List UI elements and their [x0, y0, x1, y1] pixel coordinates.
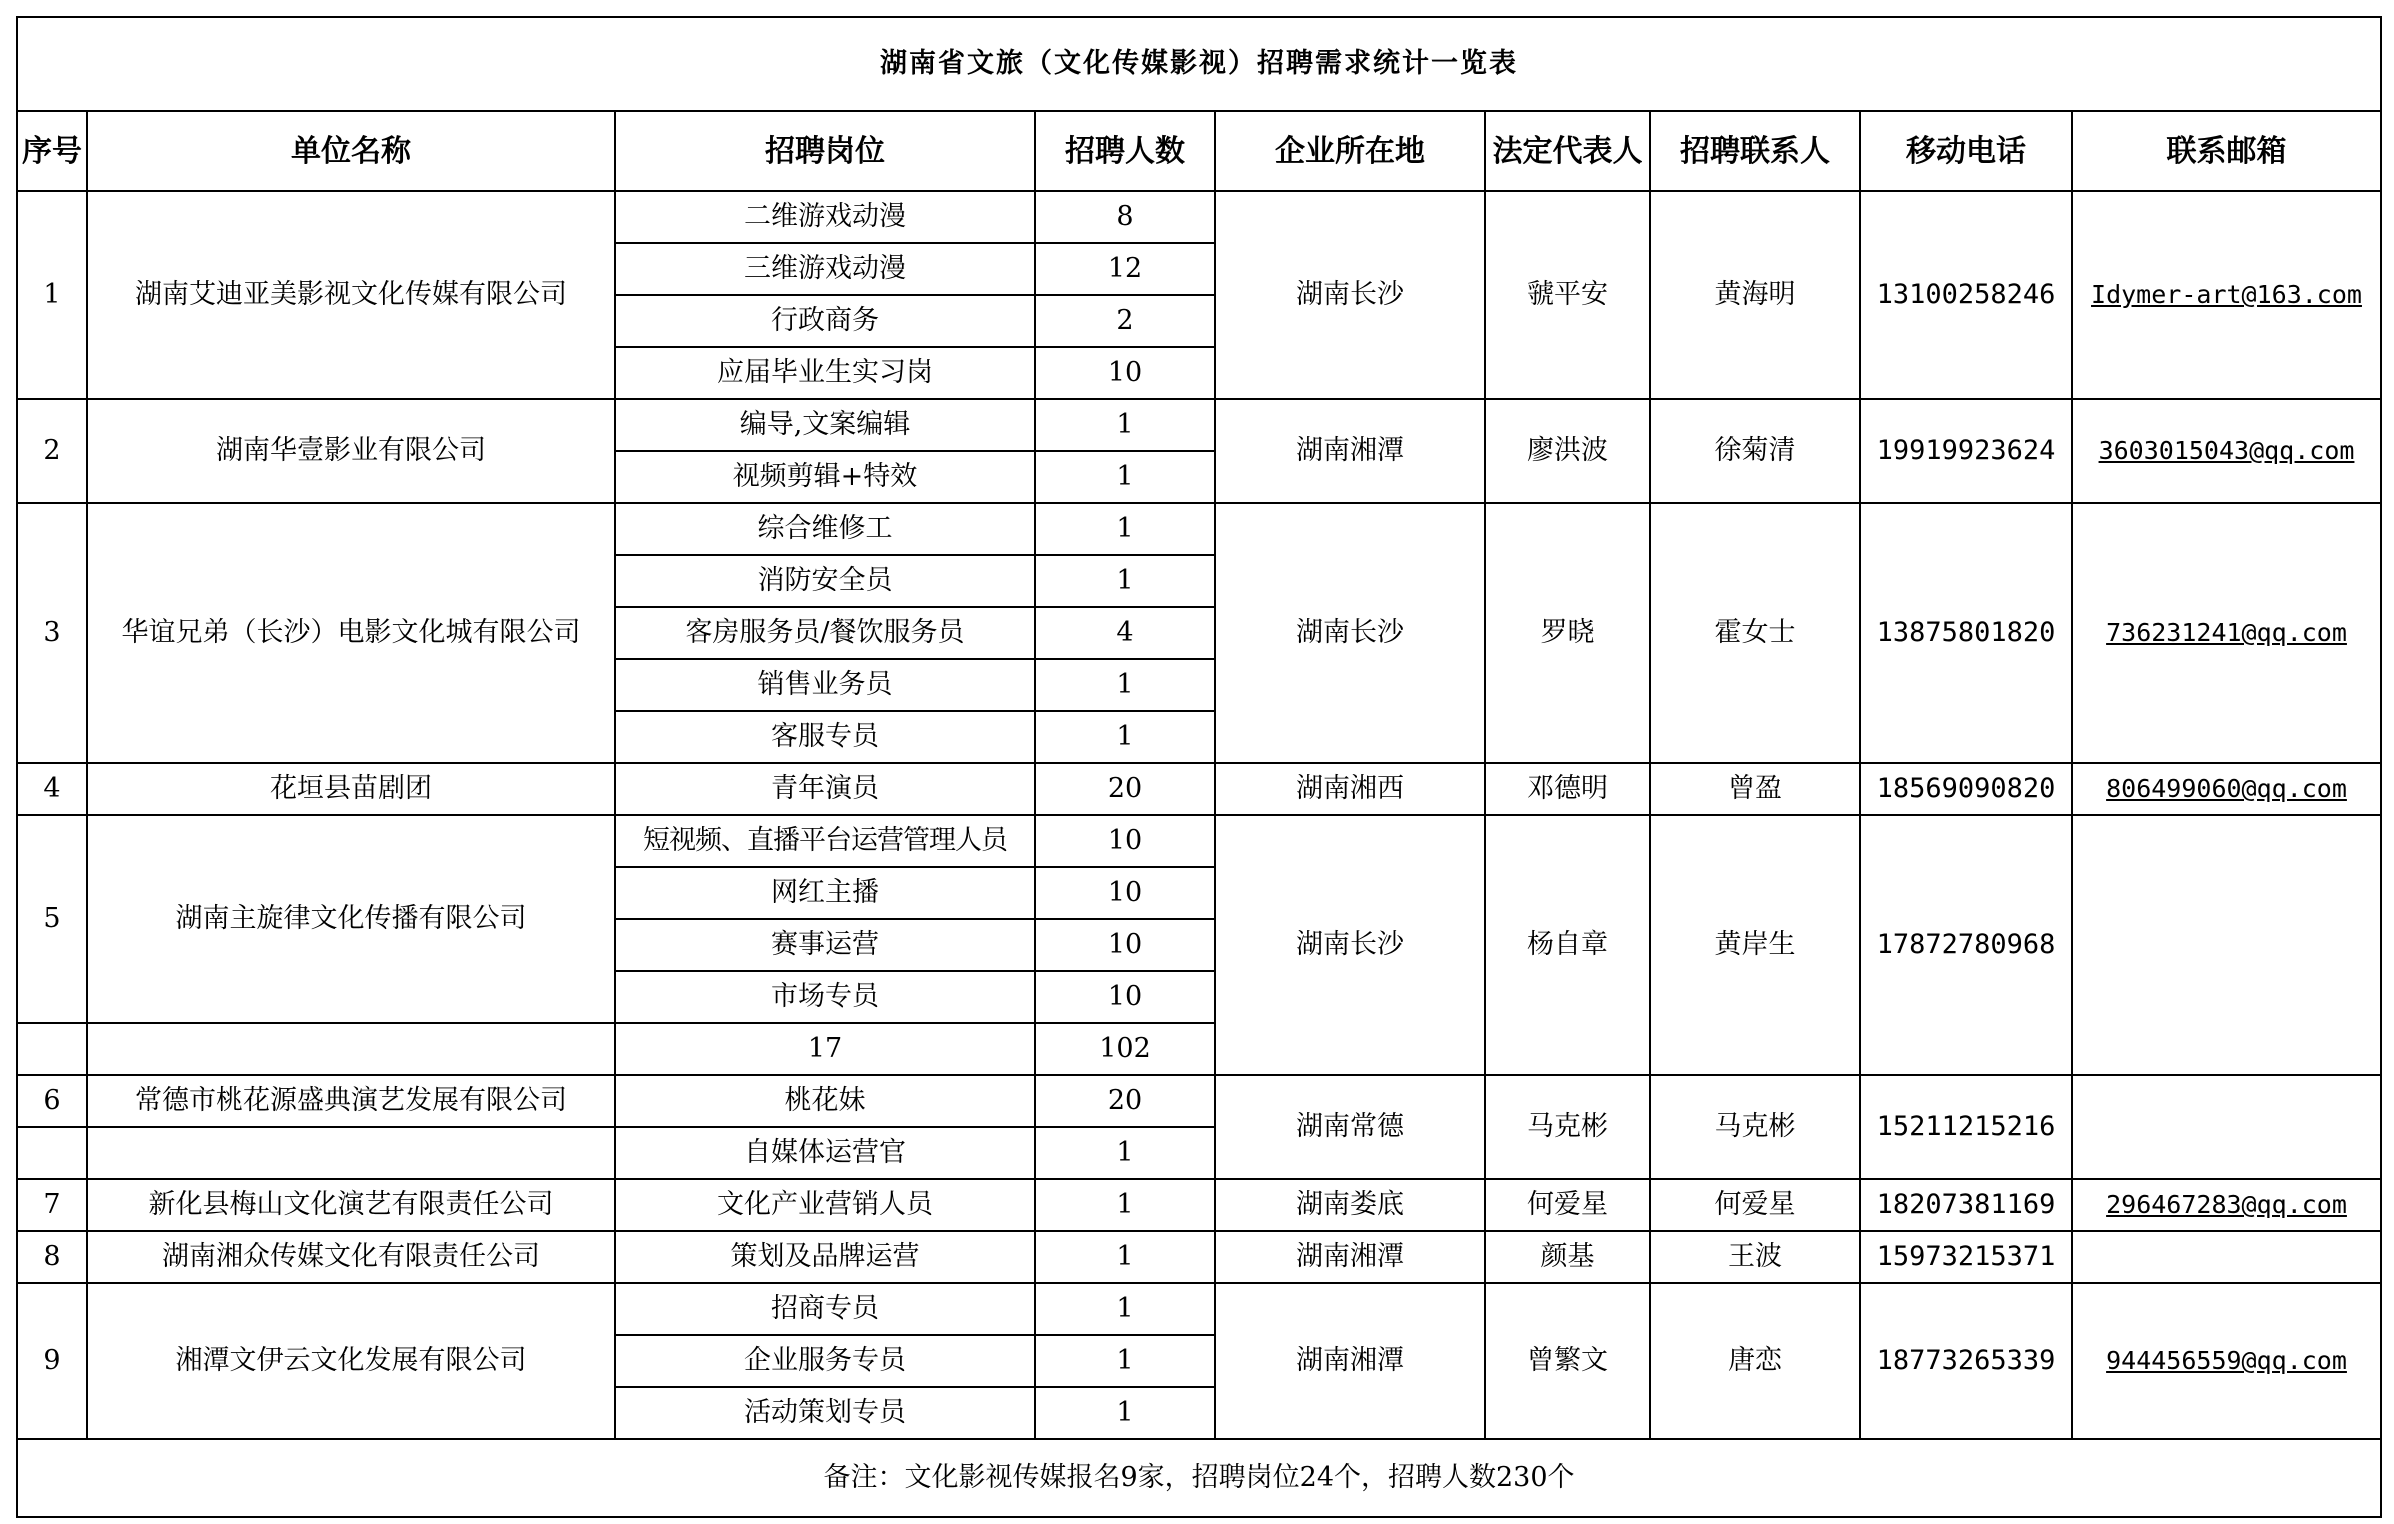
contact-cell: 王波 — [1650, 1231, 1860, 1283]
seq-cell: 8 — [17, 1231, 87, 1283]
count-cell: 10 — [1035, 867, 1215, 919]
header-phone: 移动电话 — [1860, 111, 2072, 191]
count-cell: 1 — [1035, 451, 1215, 503]
phone-cell: 19919923624 — [1860, 399, 2072, 503]
contact-cell: 徐菊清 — [1650, 399, 1860, 503]
position-cell: 短视频、直播平台运营管理人员 — [615, 815, 1035, 867]
seq-cell: 5 — [17, 815, 87, 1023]
legal-rep-cell: 邓德明 — [1485, 763, 1650, 815]
legal-rep-cell: 罗晓 — [1485, 503, 1650, 763]
position-cell: 三维游戏动漫 — [615, 243, 1035, 295]
count-cell: 1 — [1035, 1387, 1215, 1439]
count-cell: 10 — [1035, 815, 1215, 867]
count-cell: 1 — [1035, 1231, 1215, 1283]
seq-cell-empty — [17, 1023, 87, 1075]
position-cell: 桃花妹 — [615, 1075, 1035, 1127]
company-name-cell: 湖南华壹影业有限公司 — [87, 399, 615, 503]
phone-cell: 17872780968 — [1860, 815, 2072, 1075]
position-cell: 策划及品牌运营 — [615, 1231, 1035, 1283]
count-cell: 1 — [1035, 711, 1215, 763]
count-cell: 1 — [1035, 659, 1215, 711]
count-cell: 1 — [1035, 399, 1215, 451]
legal-rep-cell: 廖洪波 — [1485, 399, 1650, 503]
header-seq: 序号 — [17, 111, 87, 191]
position-cell: 消防安全员 — [615, 555, 1035, 607]
count-cell: 10 — [1035, 971, 1215, 1023]
seq-cell-empty — [17, 1127, 87, 1179]
count-cell: 2 — [1035, 295, 1215, 347]
phone-cell: 18569090820 — [1860, 763, 2072, 815]
company-name-cell: 花垣县苗剧团 — [87, 763, 615, 815]
email-cell — [2072, 763, 2381, 815]
phone-cell: 13875801820 — [1860, 503, 2072, 763]
table-row — [17, 191, 2381, 243]
position-cell: 文化产业营销人员 — [615, 1179, 1035, 1231]
position-cell: 客房服务员/餐饮服务员 — [615, 607, 1035, 659]
location-cell: 湖南长沙 — [1215, 503, 1485, 763]
legal-rep-cell: 曾繁文 — [1485, 1283, 1650, 1439]
legal-rep-cell: 杨自章 — [1485, 815, 1650, 1075]
header-location: 企业所在地 — [1215, 111, 1485, 191]
email-cell — [2072, 191, 2381, 399]
subtotal-positions-cell: 17 — [615, 1023, 1035, 1075]
phone-cell: 15973215371 — [1860, 1231, 2072, 1283]
company-name-cell: 湖南湘众传媒文化有限责任公司 — [87, 1231, 615, 1283]
contact-cell: 曾盈 — [1650, 763, 1860, 815]
phone-cell: 18207381169 — [1860, 1179, 2072, 1231]
position-cell: 客服专员 — [615, 711, 1035, 763]
position-cell: 综合维修工 — [615, 503, 1035, 555]
legal-rep-cell: 何爱星 — [1485, 1179, 1650, 1231]
position-cell: 网红主播 — [615, 867, 1035, 919]
phone-cell: 18773265339 — [1860, 1283, 2072, 1439]
recruitment-table — [16, 16, 2382, 1518]
position-cell: 应届毕业生实习岗 — [615, 347, 1035, 399]
table-row — [17, 1075, 2381, 1127]
contact-cell: 黄岸生 — [1650, 815, 1860, 1075]
count-cell: 4 — [1035, 607, 1215, 659]
position-cell: 招商专员 — [615, 1283, 1035, 1335]
seq-cell: 3 — [17, 503, 87, 763]
location-cell: 湖南湘西 — [1215, 763, 1485, 815]
email-cell — [2072, 503, 2381, 763]
header-email: 联系邮箱 — [2072, 111, 2381, 191]
footnote: 备注：文化影视传媒报名9家，招聘岗位24个，招聘人数230个 — [17, 1439, 2381, 1517]
contact-cell: 唐恋 — [1650, 1283, 1860, 1439]
position-cell: 行政商务 — [615, 295, 1035, 347]
count-cell: 1 — [1035, 555, 1215, 607]
table-row — [17, 1179, 2381, 1231]
location-cell: 湖南娄底 — [1215, 1179, 1485, 1231]
header-legal-rep: 法定代表人 — [1485, 111, 1650, 191]
position-cell: 编导,文案编辑 — [615, 399, 1035, 451]
email-link[interactable]: 944456559@qq.com — [2106, 1346, 2347, 1376]
contact-cell: 霍女士 — [1650, 503, 1860, 763]
table-row — [17, 1231, 2381, 1283]
position-cell: 二维游戏动漫 — [615, 191, 1035, 243]
count-cell: 1 — [1035, 503, 1215, 555]
location-cell: 湖南湘潭 — [1215, 1283, 1485, 1439]
email-link[interactable]: 296467283@qq.com — [2106, 1190, 2347, 1220]
email-link[interactable]: 3603015043@qq.com — [2098, 436, 2355, 466]
seq-cell: 9 — [17, 1283, 87, 1439]
email-cell — [2072, 1179, 2381, 1231]
position-cell: 企业服务专员 — [615, 1335, 1035, 1387]
header-contact: 招聘联系人 — [1650, 111, 1860, 191]
count-cell: 10 — [1035, 919, 1215, 971]
count-cell: 20 — [1035, 1075, 1215, 1127]
company-name-cell: 常德市桃花源盛典演艺发展有限公司 — [87, 1075, 615, 1127]
header-company: 单位名称 — [87, 111, 615, 191]
note-row — [17, 1439, 2381, 1517]
email-cell — [2072, 1231, 2381, 1283]
legal-rep-cell: 马克彬 — [1485, 1075, 1650, 1179]
table-title: 湖南省文旅（文化传媒影视）招聘需求统计一览表 — [17, 17, 2381, 111]
location-cell: 湖南湘潭 — [1215, 399, 1485, 503]
header-position: 招聘岗位 — [615, 111, 1035, 191]
contact-cell: 黄海明 — [1650, 191, 1860, 399]
seq-cell: 2 — [17, 399, 87, 503]
company-name-cell: 湖南主旋律文化传播有限公司 — [87, 815, 615, 1023]
contact-cell: 何爱星 — [1650, 1179, 1860, 1231]
email-cell — [2072, 815, 2381, 1075]
email-link[interactable]: 736231241@qq.com — [2106, 618, 2347, 648]
position-cell: 销售业务员 — [615, 659, 1035, 711]
count-cell: 1 — [1035, 1283, 1215, 1335]
position-cell: 市场专员 — [615, 971, 1035, 1023]
count-cell: 1 — [1035, 1127, 1215, 1179]
seq-cell: 6 — [17, 1075, 87, 1127]
company-name-cell: 华谊兄弟（长沙）电影文化城有限公司 — [87, 503, 615, 763]
phone-cell: 15211215216 — [1860, 1075, 2072, 1179]
email-link[interactable]: Idymer-art@163.com — [2091, 280, 2362, 310]
company-name-cell: 湖南艾迪亚美影视文化传媒有限公司 — [87, 191, 615, 399]
email-link[interactable]: 806499060@qq.com — [2106, 774, 2347, 804]
email-cell — [2072, 1283, 2381, 1439]
location-cell: 湖南长沙 — [1215, 815, 1485, 1075]
count-cell: 1 — [1035, 1335, 1215, 1387]
seq-cell: 1 — [17, 191, 87, 399]
email-cell — [2072, 399, 2381, 503]
count-cell: 8 — [1035, 191, 1215, 243]
company-name-cell-empty — [87, 1127, 615, 1179]
header-count: 招聘人数 — [1035, 111, 1215, 191]
position-cell: 赛事运营 — [615, 919, 1035, 971]
count-cell: 10 — [1035, 347, 1215, 399]
table-row — [17, 503, 2381, 555]
phone-cell: 13100258246 — [1860, 191, 2072, 399]
position-cell: 青年演员 — [615, 763, 1035, 815]
location-cell: 湖南常德 — [1215, 1075, 1485, 1179]
company-name-cell: 新化县梅山文化演艺有限责任公司 — [87, 1179, 615, 1231]
location-cell: 湖南长沙 — [1215, 191, 1485, 399]
header-row — [17, 111, 2381, 191]
subtotal-count-cell: 102 — [1035, 1023, 1215, 1075]
position-cell: 视频剪辑+特效 — [615, 451, 1035, 503]
contact-cell: 马克彬 — [1650, 1075, 1860, 1179]
table-row — [17, 815, 2381, 867]
position-cell: 自媒体运营官 — [615, 1127, 1035, 1179]
company-name-cell: 湘潭文伊云文化发展有限公司 — [87, 1283, 615, 1439]
location-cell: 湖南湘潭 — [1215, 1231, 1485, 1283]
recruitment-sheet — [16, 16, 2380, 1518]
count-cell: 20 — [1035, 763, 1215, 815]
email-cell — [2072, 1075, 2381, 1179]
table-row — [17, 399, 2381, 451]
table-row — [17, 1283, 2381, 1335]
count-cell: 1 — [1035, 1179, 1215, 1231]
legal-rep-cell: 颜基 — [1485, 1231, 1650, 1283]
table-row — [17, 763, 2381, 815]
company-name-cell-empty — [87, 1023, 615, 1075]
seq-cell: 4 — [17, 763, 87, 815]
position-cell: 活动策划专员 — [615, 1387, 1035, 1439]
count-cell: 12 — [1035, 243, 1215, 295]
seq-cell: 7 — [17, 1179, 87, 1231]
legal-rep-cell: 虢平安 — [1485, 191, 1650, 399]
